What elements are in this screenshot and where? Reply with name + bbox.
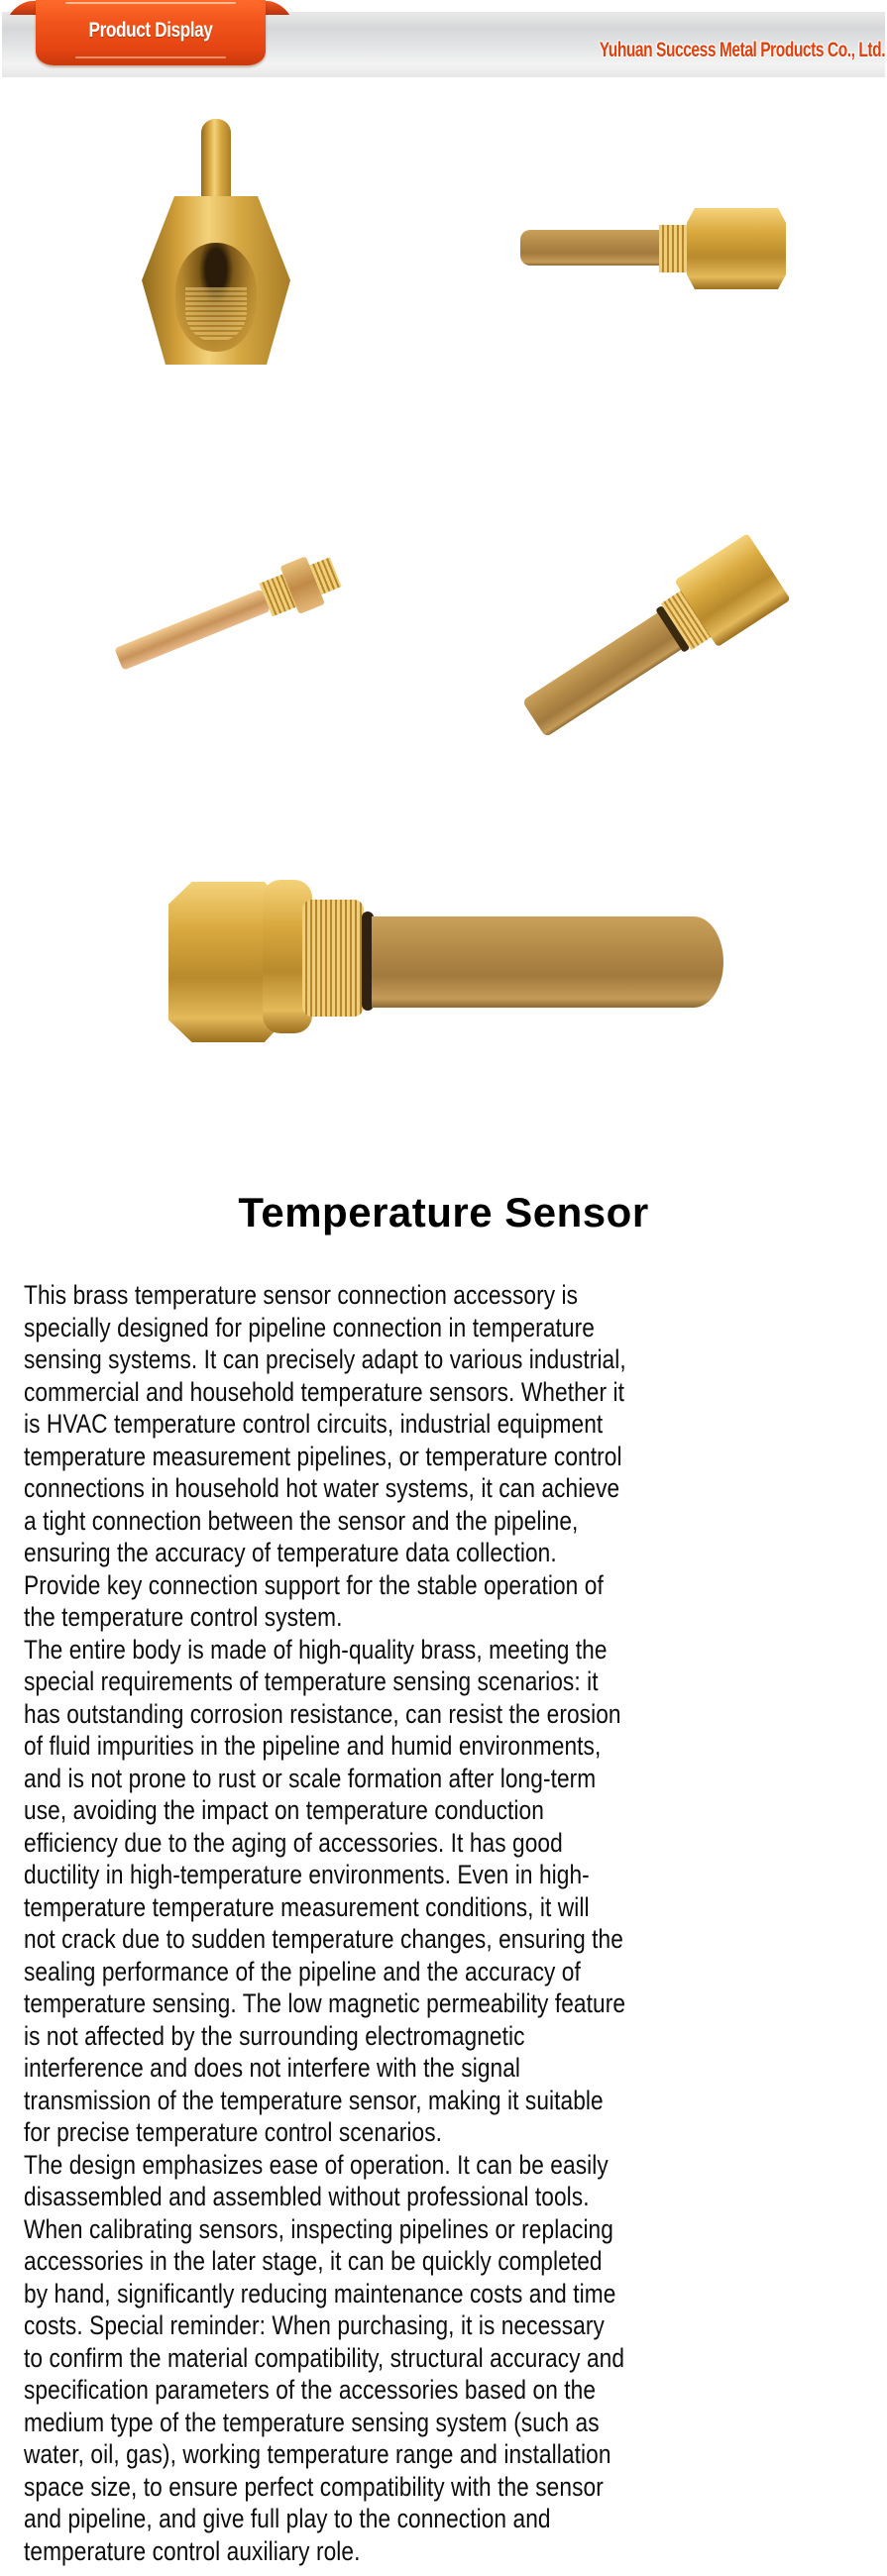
probe-tube xyxy=(114,590,270,671)
description-line: disassembled and assembled without professional tools. xyxy=(24,2182,590,2211)
description-line: medium type of the temperature sensing system (such as xyxy=(24,2407,600,2437)
description-line: not crack due to sudden temperature changes, ensuring the xyxy=(24,1924,623,1954)
description-line: the temperature control system. xyxy=(24,1602,343,1632)
product-image-thin-probe xyxy=(99,535,387,684)
description-line: accessories in the later stage, it can be quickly completed xyxy=(24,2246,603,2276)
fitting-stem xyxy=(201,119,231,208)
description-line: ensuring the accuracy of temperature data collection. xyxy=(24,1538,557,1567)
description-line: space size, to ensure perfect compatibility with the sensor xyxy=(24,2471,604,2502)
description-line: sensing systems. It can precisely adapt to various industrial, xyxy=(24,1344,626,1374)
description-line: is HVAC temperature control circuits, industrial equipment xyxy=(24,1409,604,1439)
description-line: connections in household hot water systems, it can achieve xyxy=(24,1473,620,1503)
description-line: is not affected by the surrounding electromagnetic xyxy=(24,2020,525,2051)
product-image-large xyxy=(168,860,743,1058)
description-line: of fluid impurities in the pipeline and humid environments, xyxy=(24,1731,602,1761)
description-line: by hand, significantly reducing maintenance costs and time xyxy=(24,2278,616,2308)
description-line: The design emphasizes ease of operation. It can be easily xyxy=(24,2149,609,2180)
description-line: transmission of the temperature sensor, making it suitable xyxy=(24,2085,604,2115)
description-line: commercial and household temperature sensors. Whether it xyxy=(24,1376,625,1407)
probe-tube xyxy=(372,916,723,1008)
description-line: temperature sensing. The low magnetic permeability feature xyxy=(24,1988,626,2018)
description-line: sealing performance of the pipeline and the accuracy of xyxy=(24,1956,581,1986)
description-line: interference and does not interfere with the signal xyxy=(24,2053,521,2083)
description-line: Provide key connection support for the stable operation of xyxy=(24,1569,604,1600)
description-line: use, avoiding the impact on temperature conduction xyxy=(24,1795,544,1825)
description-line: and is not prone to rust or scale formation after long-term xyxy=(24,1763,597,1793)
description-line: temperature temperature measurement conditions, it will xyxy=(24,1891,590,1922)
description-line: ductility in high-temperature environments. Even in high- xyxy=(24,1860,590,1889)
description-line: special requirements of temperature sensing scenarios: it xyxy=(24,1666,599,1696)
ribbon-label: Product Display xyxy=(88,19,213,42)
description-line: costs. Special reminder: When purchasing, it is necessary xyxy=(24,2310,605,2340)
product-title: Temperature Sensor xyxy=(238,1189,649,1235)
description-line: This brass temperature sensor connection accessory is xyxy=(24,1280,579,1310)
description-line: has outstanding corrosion resistance, can resist the erosion xyxy=(24,1698,621,1729)
description-line: temperature control auxiliary role. xyxy=(24,2535,361,2566)
product-image-horizontal xyxy=(520,208,793,317)
probe-tube xyxy=(520,230,664,266)
description-line: The entire body is made of high-quality brass, meeting the xyxy=(24,1634,608,1664)
description-line: water, oil, gas), working temperature range and installation xyxy=(24,2439,611,2469)
description-line: specification parameters of the accessories based on the xyxy=(24,2375,597,2405)
thread xyxy=(302,900,364,1017)
description-line: When calibrating sensors, inspecting pipelines or replacing xyxy=(24,2213,613,2244)
description-line: temperature measurement pipelines, or temperature control xyxy=(24,1441,622,1471)
description-line: for precise temperature control scenarios. xyxy=(24,2117,443,2147)
description-line: efficiency due to the aging of accessories. It has good xyxy=(24,1827,563,1858)
header-banner xyxy=(0,0,887,79)
description-line: to confirm the material compatibility, structural accuracy and xyxy=(24,2342,625,2373)
company-name: Yuhuan Success Metal Products Co., Ltd. xyxy=(599,39,886,61)
description-line: and pipeline, and give full play to the connection and xyxy=(24,2504,551,2533)
product-image-front-view xyxy=(124,119,312,367)
product-description xyxy=(24,1279,876,2567)
product-image-thick-probe xyxy=(510,535,808,738)
hex-nut xyxy=(687,208,786,289)
probe-tube xyxy=(522,612,683,738)
description-line: a tight connection between the sensor and the pipeline, xyxy=(24,1505,579,1536)
thread xyxy=(659,225,689,272)
product-display-ribbon xyxy=(36,0,266,65)
description-line: specially designed for pipeline connection in temperature xyxy=(24,1312,595,1342)
